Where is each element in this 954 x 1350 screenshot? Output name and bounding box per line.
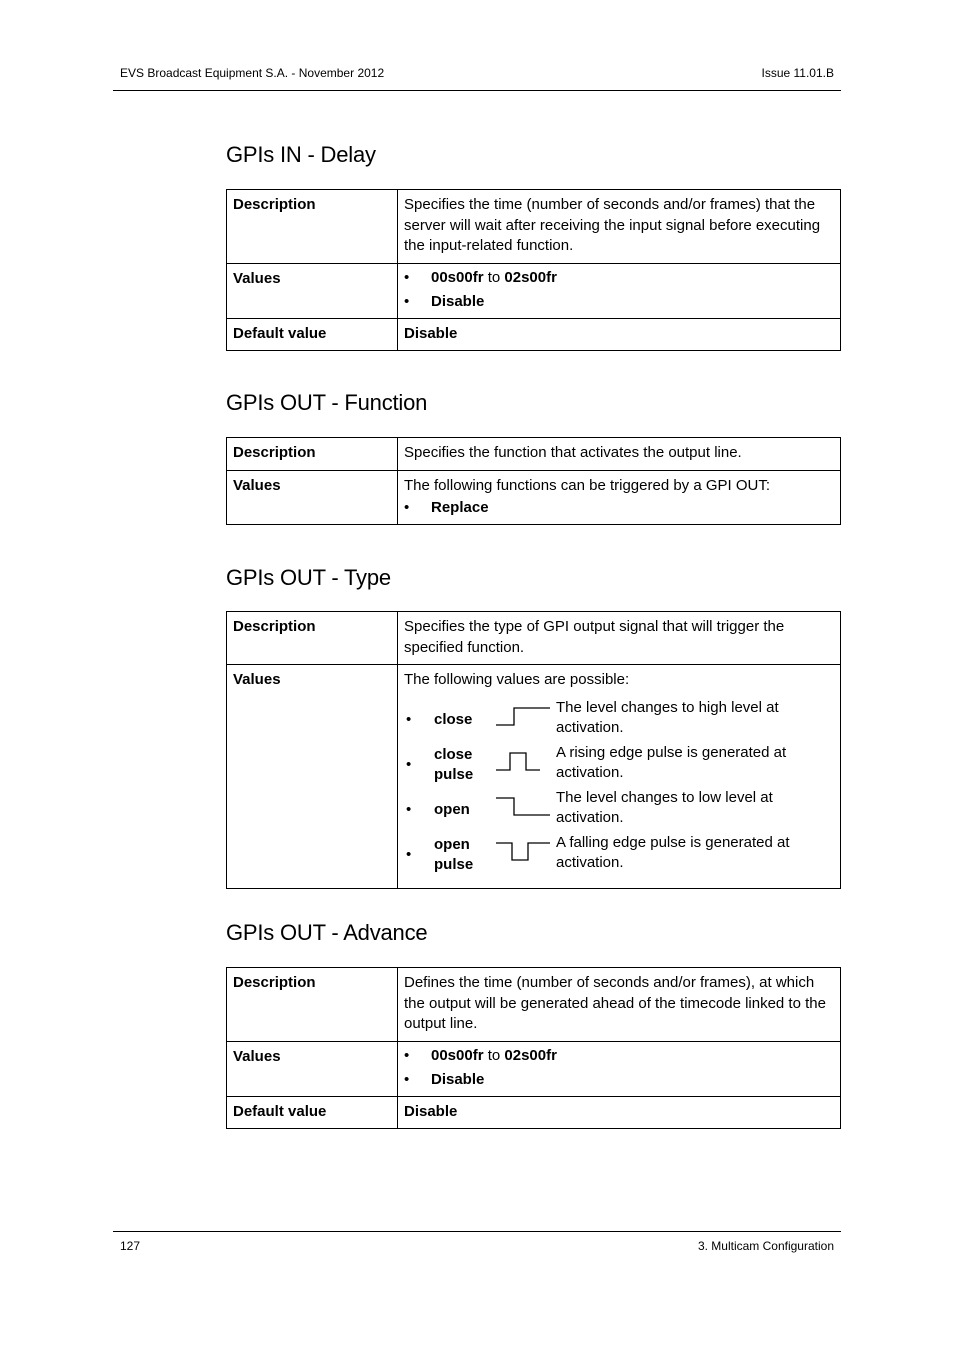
signal-name: open — [434, 800, 470, 818]
row-key: Values — [227, 665, 398, 889]
header-issue: Issue 11.01.B — [761, 66, 834, 80]
section-title-gpis-out-function: GPIs OUT - Function — [226, 390, 428, 415]
row-value: Disable — [398, 318, 841, 351]
list-item: • Disable — [404, 1070, 485, 1088]
section-title-gpis-in-delay: GPIs IN - Delay — [226, 142, 376, 167]
section-title-gpis-out-type: GPIs OUT - Type — [226, 565, 391, 590]
gpis-out-function-table — [226, 437, 841, 525]
signal-close-pulse: • close pulse A rising edge pulse is generated at activation. — [404, 745, 834, 790]
rising-step-icon — [492, 702, 552, 732]
row-key: Values — [227, 263, 398, 318]
signal-description: The level changes to low level at activation. — [556, 788, 773, 826]
row-value: Disable — [398, 1096, 841, 1129]
list-item: • 00s00fr to 02s00fr — [404, 1046, 557, 1064]
table-row — [227, 968, 841, 1042]
list-item: • Disable — [404, 292, 485, 310]
rising-pulse-icon — [492, 747, 552, 777]
table-row — [227, 190, 841, 264]
section-title-gpis-out-advance: GPIs OUT - Advance — [226, 920, 428, 945]
row-value — [398, 263, 841, 318]
row-value: Specifies the time (number of seconds and/or frames) that the server will wait after receiving the input signal before executing the input-related function. — [398, 190, 841, 264]
signal-name: close — [434, 710, 473, 728]
table-row — [227, 1041, 841, 1096]
signal-description: The level changes to high level at activation. — [556, 698, 779, 736]
list-item: • Replace — [404, 499, 489, 516]
gpis-out-type-table — [226, 611, 841, 889]
gpis-out-advance-table — [226, 967, 841, 1129]
list-item: • 00s00fr to 02s00fr — [404, 268, 557, 286]
table-row — [227, 438, 841, 471]
page-header — [113, 66, 841, 91]
row-key: Default value — [227, 1096, 398, 1129]
row-key: Description — [227, 438, 398, 471]
row-value — [398, 1041, 841, 1096]
signal-open-pulse: • open pulse A falling edge pulse is generated at activation. — [404, 835, 834, 880]
row-key: Default value — [227, 318, 398, 351]
signal-open: • open The level changes to low level at activation. — [404, 790, 834, 835]
table-row — [227, 665, 841, 889]
page-number: 127 — [120, 1239, 141, 1253]
row-key: Description — [227, 612, 398, 665]
signal-description: A falling edge pulse is generated at activation. — [556, 833, 790, 871]
signal-name: close pulse — [434, 745, 474, 783]
values-intro: The following values are possible: — [404, 671, 630, 688]
header-company-date: EVS Broadcast Equipment S.A. - November 2012 — [120, 66, 385, 80]
falling-pulse-icon — [492, 837, 552, 867]
row-value — [398, 665, 841, 889]
signal-description: A rising edge pulse is generated at activation. — [556, 743, 787, 781]
signal-name: open pulse — [434, 835, 474, 873]
table-row — [227, 470, 841, 525]
row-value: Defines the time (number of seconds and/or frames), at which the output will be generated ahead of the timecode linked to the output line. — [398, 968, 841, 1042]
row-value: Specifies the function that activates the output line. — [398, 438, 841, 471]
page-footer — [113, 1231, 841, 1254]
row-key: Description — [227, 968, 398, 1042]
falling-step-icon — [492, 792, 552, 822]
footer-chapter: 3. Multicam Configuration — [697, 1239, 834, 1253]
signal-close: • close The level changes to high level at activation. — [404, 700, 834, 745]
table-row — [227, 1096, 841, 1129]
gpis-in-delay-table — [226, 189, 841, 351]
table-row — [227, 612, 841, 665]
table-row — [227, 263, 841, 318]
values-intro: The following functions can be triggered by a GPI OUT: — [404, 476, 771, 494]
table-row — [227, 318, 841, 351]
row-value — [398, 470, 841, 525]
row-key: Values — [227, 470, 398, 525]
row-key: Values — [227, 1041, 398, 1096]
row-key: Description — [227, 190, 398, 264]
row-value: Specifies the type of GPI output signal that will trigger the specified function. — [398, 612, 841, 665]
